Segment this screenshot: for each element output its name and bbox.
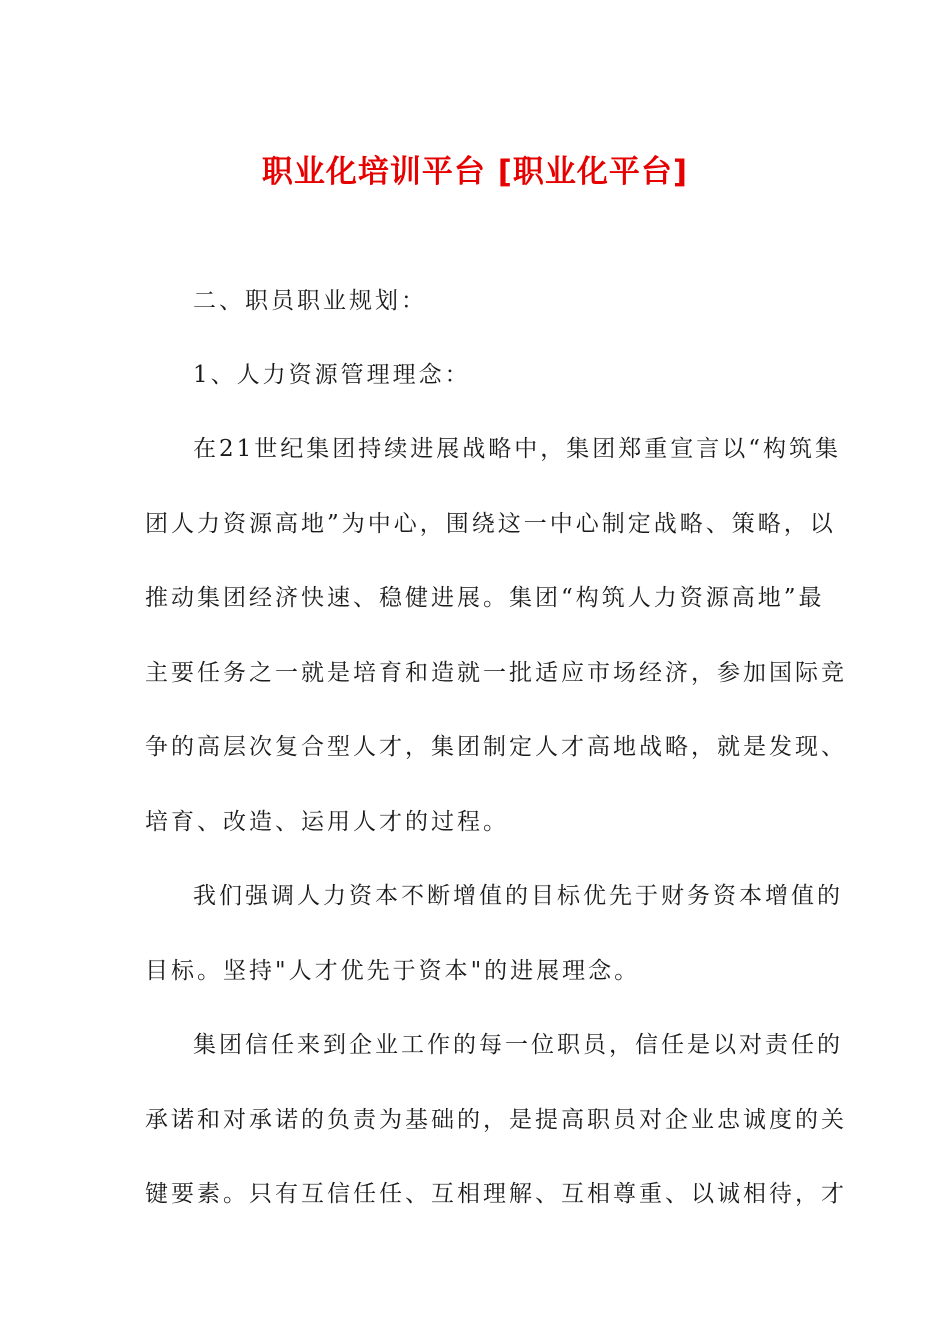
- paragraph-line: 培育、改造、运用人才的过程。: [145, 809, 509, 835]
- paragraph-line: 推动集团经济快速、稳健进展。集团“构筑人力资源高地”最: [145, 585, 825, 611]
- paragraph-line: 承诺和对承诺的负责为基础的，是提高职员对企业忠诚度的关: [145, 1107, 847, 1133]
- paragraph-line: 团人力资源高地”为中心，围绕这一中心制定战略、策略，以: [145, 511, 836, 537]
- subsection-heading: 1、人力资源管理理念：: [193, 362, 471, 388]
- paragraph-line: 主要任务之一就是培育和造就一批适应市场经济，参加国际竞: [145, 660, 847, 686]
- paragraph-line: 目标。坚持"人才优先于资本"的进展理念。: [145, 958, 641, 984]
- paragraph-line: 在21世纪集团持续进展战略中，集团郑重宣言以“构筑集: [193, 436, 842, 462]
- paragraph-line: 争的高层次复合型人才，集团制定人才高地战略，就是发现、: [145, 734, 847, 760]
- paragraph-line: 集团信任来到企业工作的每一位职员，信任是以对责任的: [193, 1032, 843, 1058]
- paragraph-line: 我们强调人力资本不断增值的目标优先于财务资本增值的: [193, 883, 843, 909]
- section-heading: 二、职员职业规划：: [193, 288, 427, 314]
- document-title: 职业化培训平台 [职业化平台]: [261, 154, 689, 190]
- paragraph-line: 键要素。只有互信任任、互相理解、互相尊重、以诚相待，才: [145, 1181, 847, 1207]
